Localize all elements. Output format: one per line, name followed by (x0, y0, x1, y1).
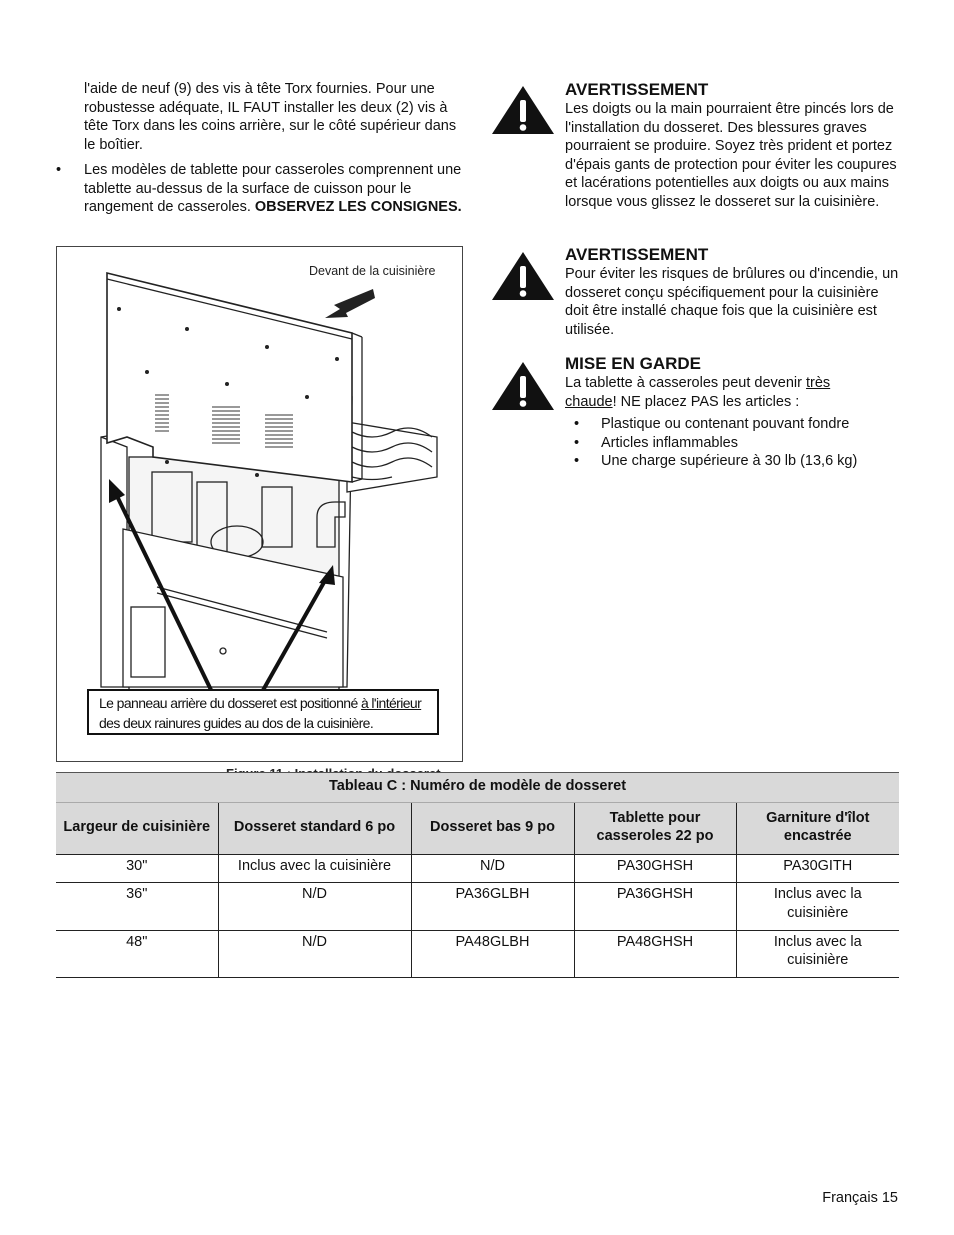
warning-triangle-icon (490, 250, 556, 302)
callout-text-1: Le panneau arrière du dosseret est positionné (99, 695, 361, 711)
bullet-bold-text: OBSERVEZ LES CONSIGNES. (254, 199, 462, 216)
caution-underlined: très chaude (565, 375, 831, 410)
table-cell: PA30GITH (736, 854, 899, 883)
table-cell: PA48GHSH (574, 930, 736, 977)
table-cell: 36" (56, 883, 218, 930)
caution-text-a: La tablette à casseroles peut devenir (565, 375, 807, 391)
warning-title-1: AVERTISSEMENT (565, 80, 709, 99)
caution-title: MISE EN GARDE (565, 354, 702, 373)
pan-shelf-bullet (56, 161, 464, 217)
range-illustration (57, 247, 463, 762)
warning-triangle-icon (490, 84, 556, 136)
model-number-table (56, 772, 899, 978)
intro-paragraph: l'aide de neuf (9) des vis à tête Torx fournies. Pour une robustesse adéquate, IL FAUT installer les deux (2) vis à tête Torx dans les coins arrière, sur le côté supérieur dans le boîtier. (84, 81, 457, 153)
table-cell: PA48GLBH (411, 930, 574, 977)
warning-title-2: AVERTISSEMENT (565, 245, 709, 264)
caution-item: • Articles inflammables (565, 434, 865, 453)
warning-text-2: Pour éviter les risques de brûlures ou d'incendie, un dosseret conçu spécifiquement pour la cuisinière doit être installé chaque fois que la cuisinière est utilisée. (565, 266, 899, 338)
table-cell: PA36GHSH (574, 883, 736, 930)
table-cell: 48" (56, 930, 218, 977)
page-footer: Français 15 (822, 1190, 898, 1206)
backguard-figure (56, 246, 463, 762)
caution-text (565, 374, 865, 411)
table-cell: N/D (411, 854, 574, 883)
table-title: Tableau C : Numéro de modèle de dosseret (56, 773, 899, 803)
bullet-text: Les modèles de tablette pour casseroles comprennent une tablette au-dessus de la surface de cuisson pour le rangement de casseroles. (84, 162, 462, 216)
caution-item: • Une charge supérieure à 30 lb (13,6 kg) (565, 452, 865, 471)
caution-text-b: ! NE placez PAS les articles : (612, 393, 800, 410)
caution-item: • Plastique ou contenant pouvant fondre (565, 415, 865, 434)
table-row (56, 883, 899, 930)
caution-list (565, 415, 865, 471)
table-cell: N/D (218, 883, 411, 930)
table-row (56, 854, 899, 883)
table-cell: N/D (218, 930, 411, 977)
table-cell: Inclus avec la cuisinière (218, 854, 411, 883)
warning-triangle-icon (490, 360, 556, 412)
table-cell: PA36GLBH (411, 883, 574, 930)
table-header: Tablette pour casseroles 22 po (574, 802, 736, 854)
table-header: Dosseret bas 9 po (411, 802, 574, 854)
front-direction-arrow (325, 289, 375, 318)
warning-text-1: Les doigts ou la main pourraient être pincés lors de l'installation du dosseret. Des blessures graves pourraient se produire. Soyez très prident et portez d'épais gants de protection pour éviter les coupures et lacérations potentielles aux doigts ou aux mains lorsque vous glissez le dosseret sur la cuisinière. (565, 101, 897, 210)
table-cell: 30" (56, 854, 218, 883)
callout-text-2: des deux rainures guides au dos de la cuisinière. (99, 715, 374, 731)
table-header: Largeur de cuisinière (56, 802, 218, 854)
table-header: Dosseret standard 6 po (218, 802, 411, 854)
table-row (56, 930, 899, 977)
table-cell: Inclus avec la cuisinière (736, 883, 899, 930)
callout-underlined: à l'intérieur (360, 695, 422, 711)
table-cell: PA30GHSH (574, 854, 736, 883)
table-header: Garniture d'îlot encastrée (736, 802, 899, 854)
front-label: Devant de la cuisinière (309, 264, 436, 278)
bullet-symbol: • (56, 162, 62, 178)
figure-callout (87, 689, 439, 735)
table-cell: Inclus avec la cuisinière (736, 930, 899, 977)
